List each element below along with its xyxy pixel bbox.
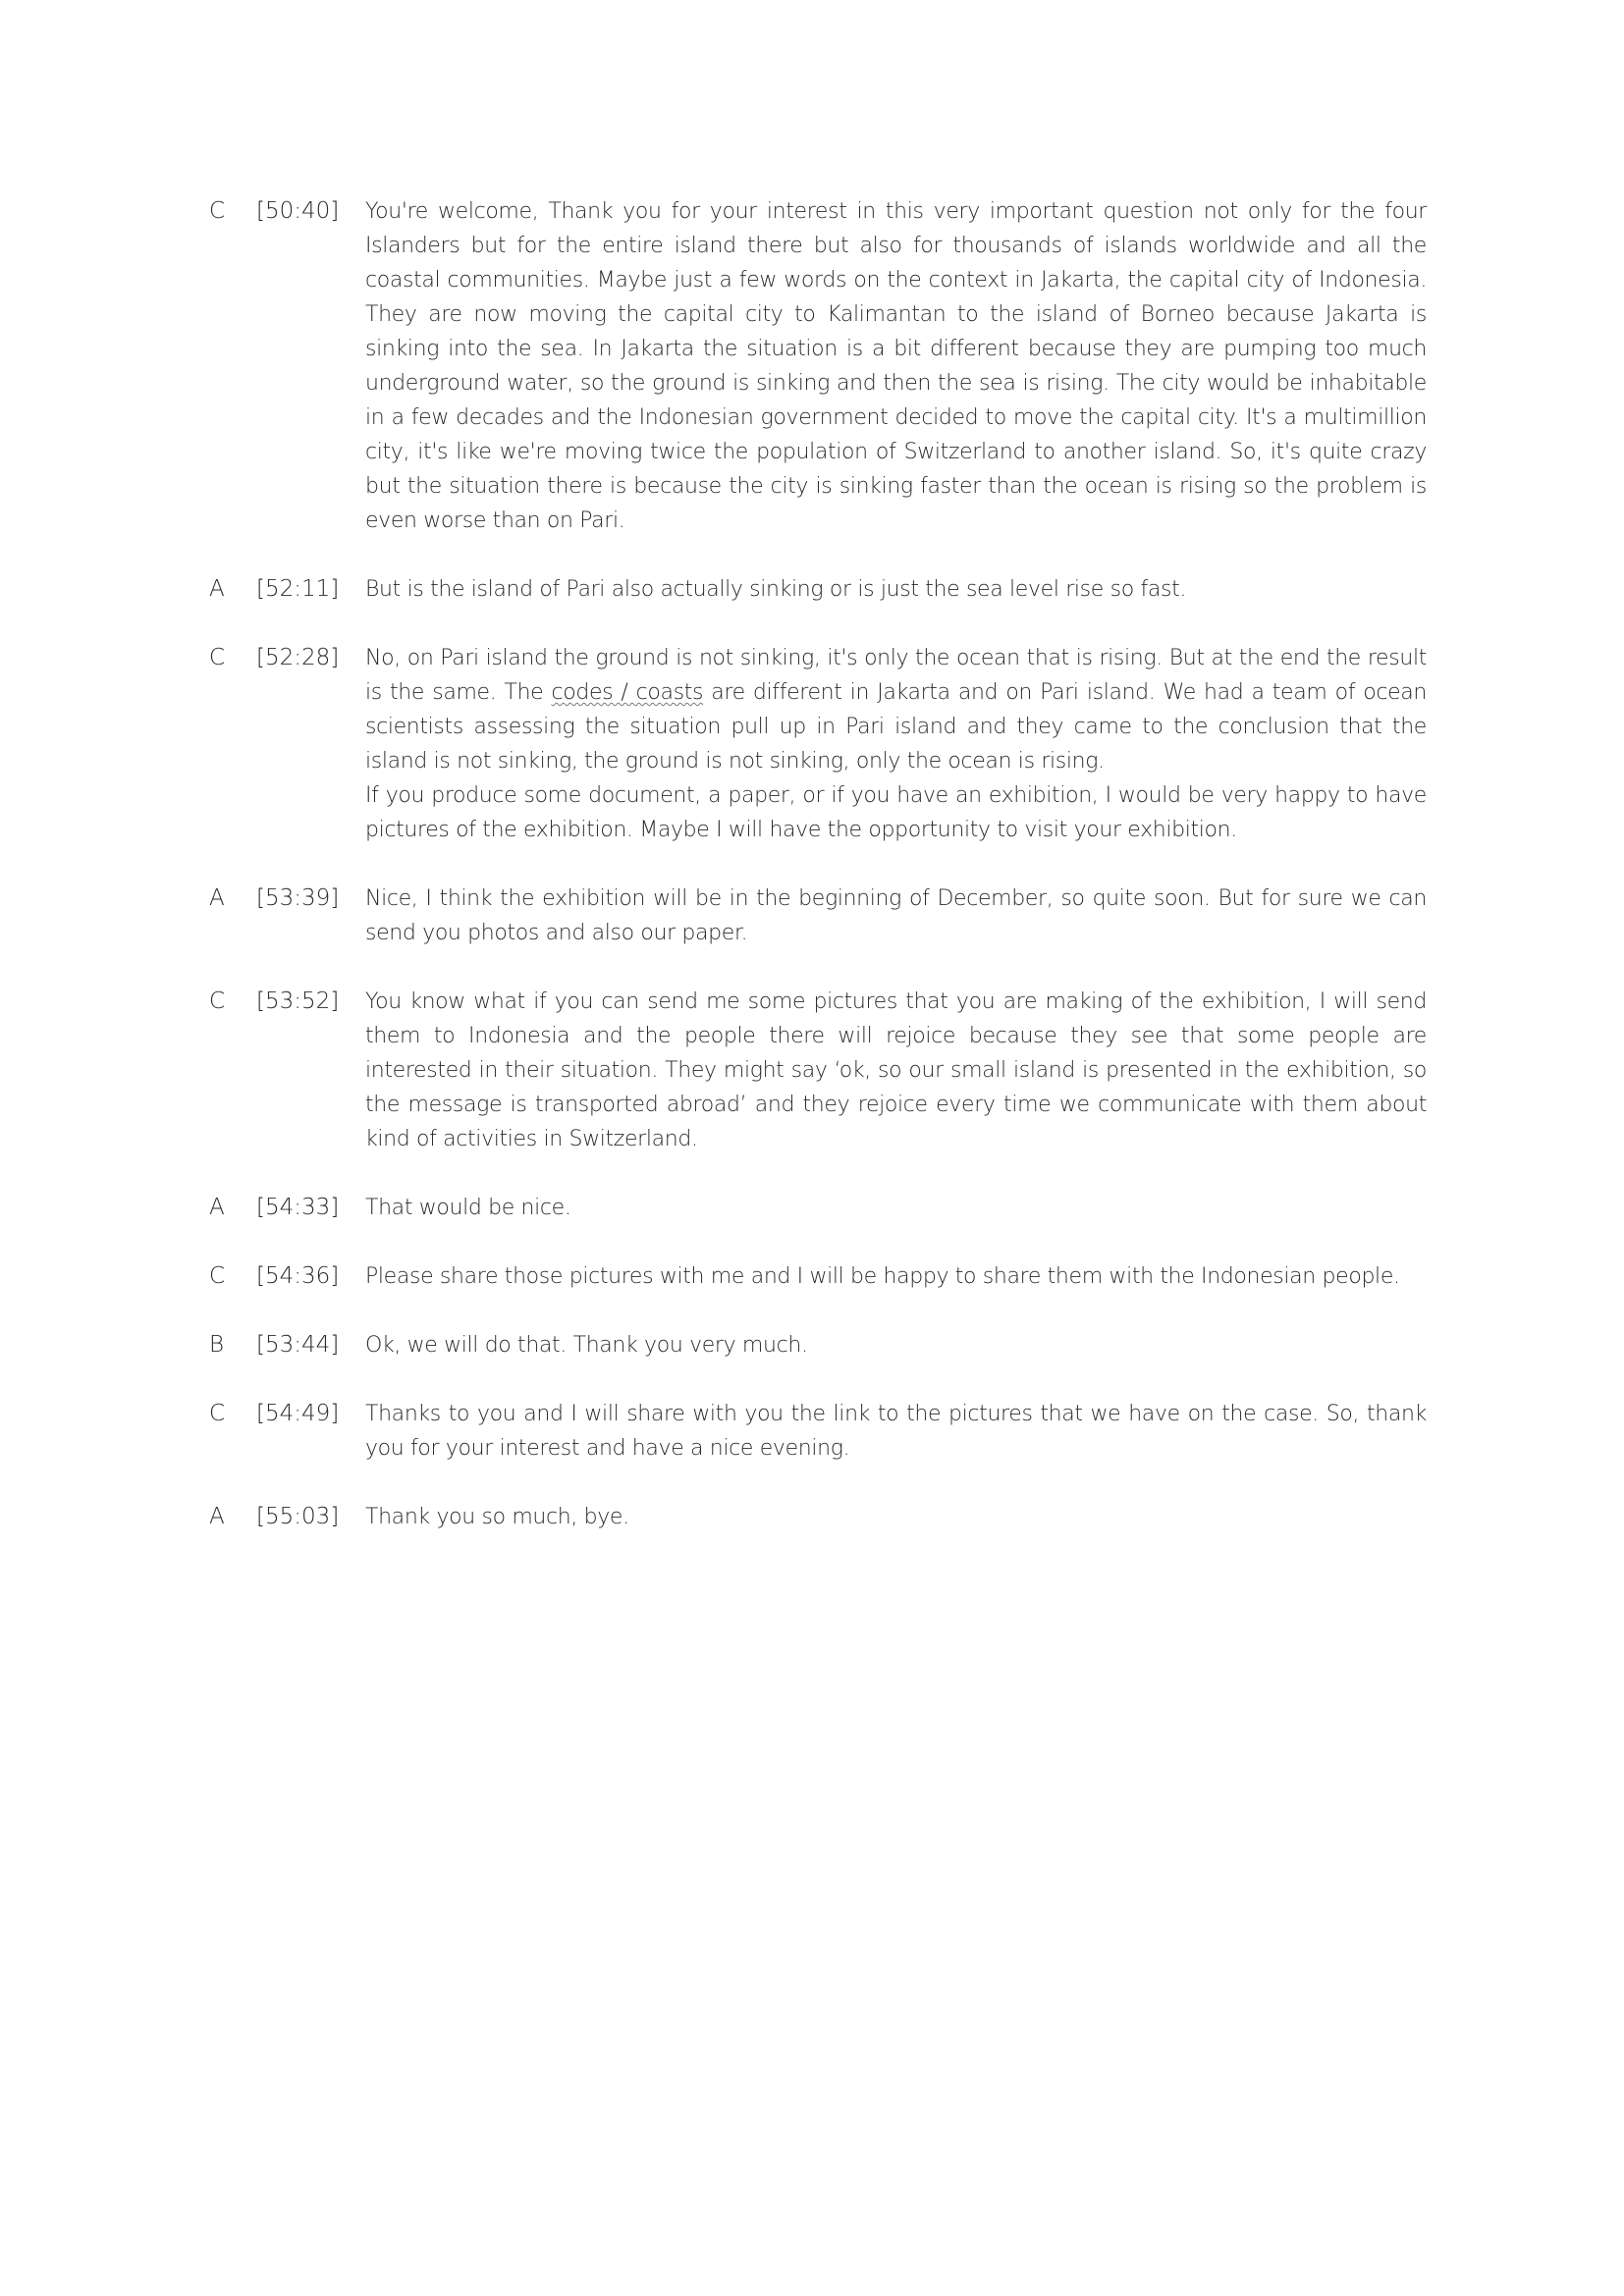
utterance-paragraph: You're welcome, Thank you for your interest in this very important question not only for the four Islanders but for the entire island there but also for thousands of islands worldwide and all the coastal communities. Maybe just a few words on the context in Jakarta, the capital city of Indonesia. They are now moving the capital city to Kalimantan to the island of Borneo because Jakarta is sinking into the sea. In Jakarta the situation is a bit different because they are pumping too much underground water, so the ground is sinking and then the sea is rising. The city would be inhabitable in a few decades and the Indonesian government decided to move the capital city. It's a multimillion city, it's like we're moving twice the population of Switzerland to another island. So, it's quite crazy but the situation there is because the city is sinking faster than the ocean is rising so the problem is even worse than on Pari. xyxy=(365,199,1427,533)
utterance-paragraph: Thank you so much, bye. xyxy=(365,1505,629,1529)
utterance-paragraph: Please share those pictures with me and I will be happy to share them with the Indonesian people. xyxy=(365,1264,1400,1289)
utterance-text xyxy=(365,881,1427,950)
speaker-label: A xyxy=(209,576,225,602)
transcript-entry xyxy=(209,1259,1427,1294)
transcript-entry xyxy=(209,572,1427,607)
transcript-entry xyxy=(209,641,1427,847)
timestamp: [54:49] xyxy=(256,1401,340,1426)
utterance-paragraph: Ok, we will do that. Thank you very much. xyxy=(365,1333,808,1358)
utterance-segment: No, on Pari island the ground is not sinking, it's only the ocean that is rising. But at the end the result is the same. The xyxy=(365,646,1427,705)
utterance-text xyxy=(365,1397,1427,1466)
timestamp: [55:03] xyxy=(256,1504,340,1529)
transcript-entry xyxy=(209,1500,1427,1534)
speaker-label: C xyxy=(209,645,226,670)
utterance-text xyxy=(365,1328,1427,1362)
speaker-label: B xyxy=(209,1332,225,1358)
timestamp: [50:40] xyxy=(256,198,340,224)
speaker-label: A xyxy=(209,1195,225,1220)
transcript-entry xyxy=(209,1397,1427,1466)
speaker-label: C xyxy=(209,988,226,1014)
speaker-label: C xyxy=(209,1401,226,1426)
timestamp: [54:33] xyxy=(256,1195,340,1220)
timestamp: [52:28] xyxy=(256,645,340,670)
timestamp: [53:44] xyxy=(256,1332,340,1358)
transcript-entry xyxy=(209,194,1427,538)
utterance-text xyxy=(365,641,1427,847)
timestamp: [53:39] xyxy=(256,885,340,911)
interview-transcript xyxy=(209,194,1427,1569)
speaker-label: A xyxy=(209,885,225,911)
utterance-paragraph: Thanks to you and I will share with you the link to the pictures that we have on the case. So, thank you for your interest and have a nice evening. xyxy=(365,1402,1427,1461)
speaker-label: C xyxy=(209,1263,226,1289)
utterance-paragraph: But is the island of Pari also actually sinking or is just the sea level rise so fast. xyxy=(365,577,1187,602)
spellcheck-marked-phrase: codes / coasts xyxy=(551,680,704,705)
transcript-entry xyxy=(209,1191,1427,1225)
utterance-paragraph: That would be nice. xyxy=(365,1196,571,1220)
utterance-paragraph: You know what if you can send me some pictures that you are making of the exhibition, I will send them to Indonesia and the people there will rejoice because they see that some people are interested in their situation. They might say ‘ok, so our small island is presented in the exhibition, so the message is transported abroad’ and they rejoice every time we communicate with them about kind of activities in Switzerland. xyxy=(365,989,1427,1151)
speaker-label: C xyxy=(209,198,226,224)
utterance-text xyxy=(365,1259,1427,1294)
utterance-text xyxy=(365,572,1427,607)
speaker-label: A xyxy=(209,1504,225,1529)
utterance-paragraph: If you produce some document, a paper, or if you have an exhibition, I would be very happy to have pictures of the exhibition. Maybe I will have the opportunity to visit your exhibition. xyxy=(365,783,1427,842)
utterance-text xyxy=(365,1191,1427,1225)
timestamp: [53:52] xyxy=(256,988,340,1014)
utterance-text xyxy=(365,985,1427,1156)
utterance-text xyxy=(365,1500,1427,1534)
utterance-paragraph xyxy=(365,641,1427,778)
timestamp: [52:11] xyxy=(256,576,340,602)
timestamp: [54:36] xyxy=(256,1263,340,1289)
utterance-paragraph: Nice, I think the exhibition will be in the beginning of December, so quite soon. But for sure we can send you photos and also our paper. xyxy=(365,886,1427,945)
transcript-entry xyxy=(209,1328,1427,1362)
utterance-text xyxy=(365,194,1427,538)
transcript-entry xyxy=(209,881,1427,950)
utterance-segment: are different in Jakarta and on Pari island. We had a team of ocean scientists assessing the situation pull up in Pari island and they came to the conclusion that the island is not sinking, the ground is not sinking, only the ocean is rising. xyxy=(365,680,1427,774)
transcript-entry xyxy=(209,985,1427,1156)
